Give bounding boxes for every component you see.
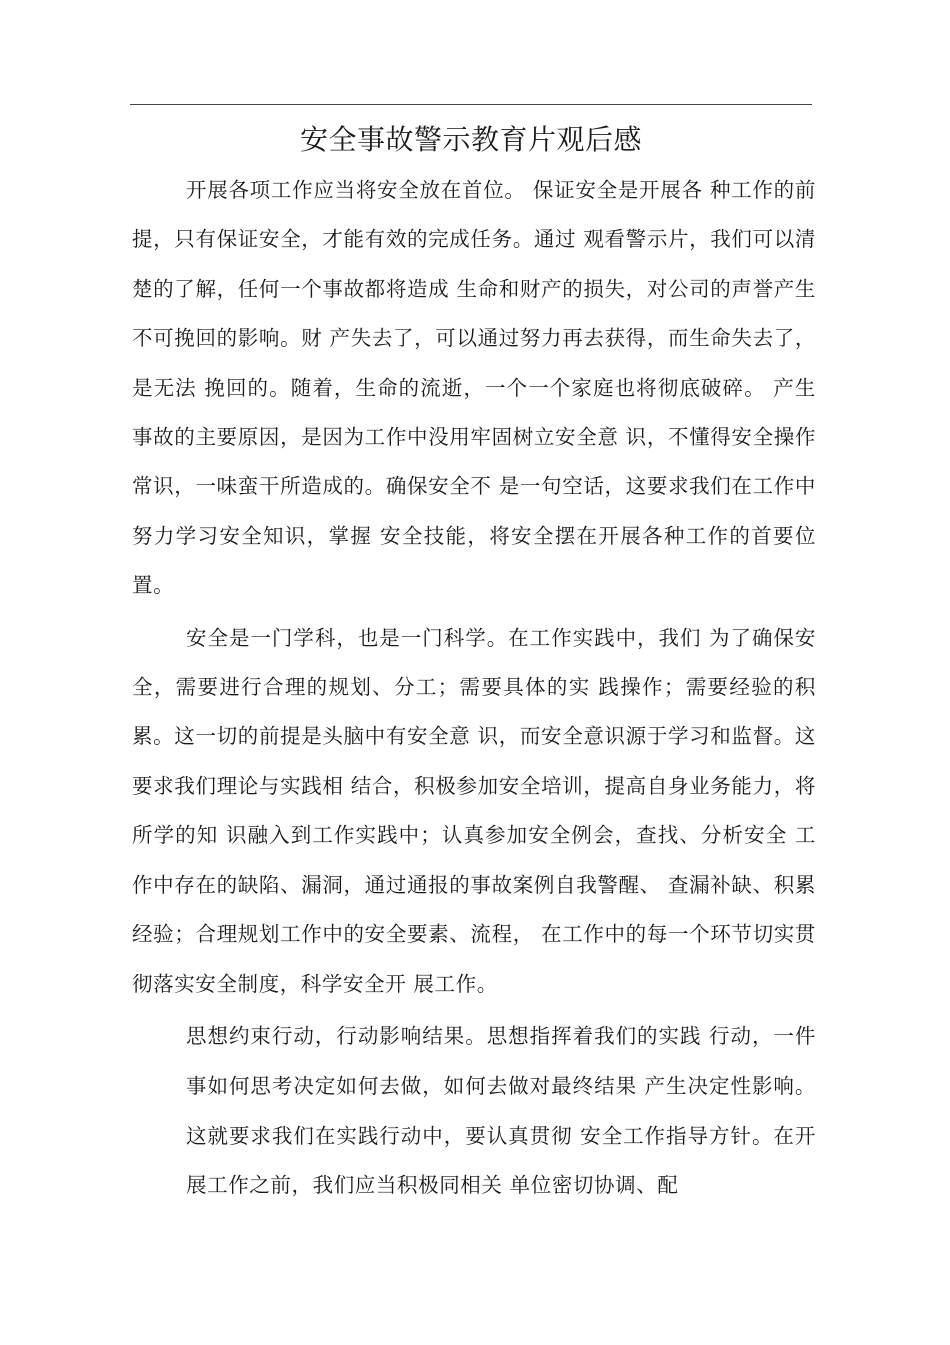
document-title: 安全事故警示教育片观后感 — [299, 123, 642, 156]
paragraph-2: 安全是一门学科，也是一门科学。在工作实践中，我们 为了确保安全，需要进行合理的规划、分工；需要具体的实 践操作；需要经验的积累。这一切的前提是头脑中有安全意 识，而安全意识源于学习和监督。这要求我们理论与实践相 结合，积极参加安全培训，提高自身业务能力，将所学的知 识融入到工作实践中；认真参加安全例会，查找、分析安全 工作中存在的缺陷、漏洞，通过通报的事故案例自我警醒、 查漏补缺、积累经验；合理规划工作中的安全要素、流程， 在工作中的每一个环节切实贯彻落实安全制度，科学安全开 展工作。 — [132, 625, 816, 996]
paragraph-3: 思想约束行动，行动影响结果。思想指挥着我们的实践 行动，一件事如何思考决定如何去做，如何去做对最终结果 产生决定性影响。这就要求我们在实践行动中，要认真贯彻 安全工作指导方针。在开展工作之前，我们应当积极同相关 单位密切协调、配 — [186, 1023, 816, 1198]
document-body — [132, 166, 816, 1211]
paragraph-1: 开展各项工作应当将安全放在首位。 保证安全是开展各 种工作的前提，只有保证安全，才能有效的完成任务。通过 观看警示片，我们可以清楚的了解，任何一个事故都将造成 生命和财产的损失，对公司的声誉产生不可挽回的影响。财 产失去了，可以通过努力再去获得，而生命失去了，是无法 挽回的。随着，生命的流逝，一个一个家庭也将彻底破碎。 产生事故的主要原因，是因为工作中没用牢固树立安全意 识，不懂得安全操作常识，一味蛮干所造成的。确保安全不 是一句空话，这要求我们在工作中努力学习安全知识，掌握 安全技能，将安全摆在开展各种工作的首要位置。 — [132, 178, 816, 598]
header-rule — [130, 104, 812, 105]
